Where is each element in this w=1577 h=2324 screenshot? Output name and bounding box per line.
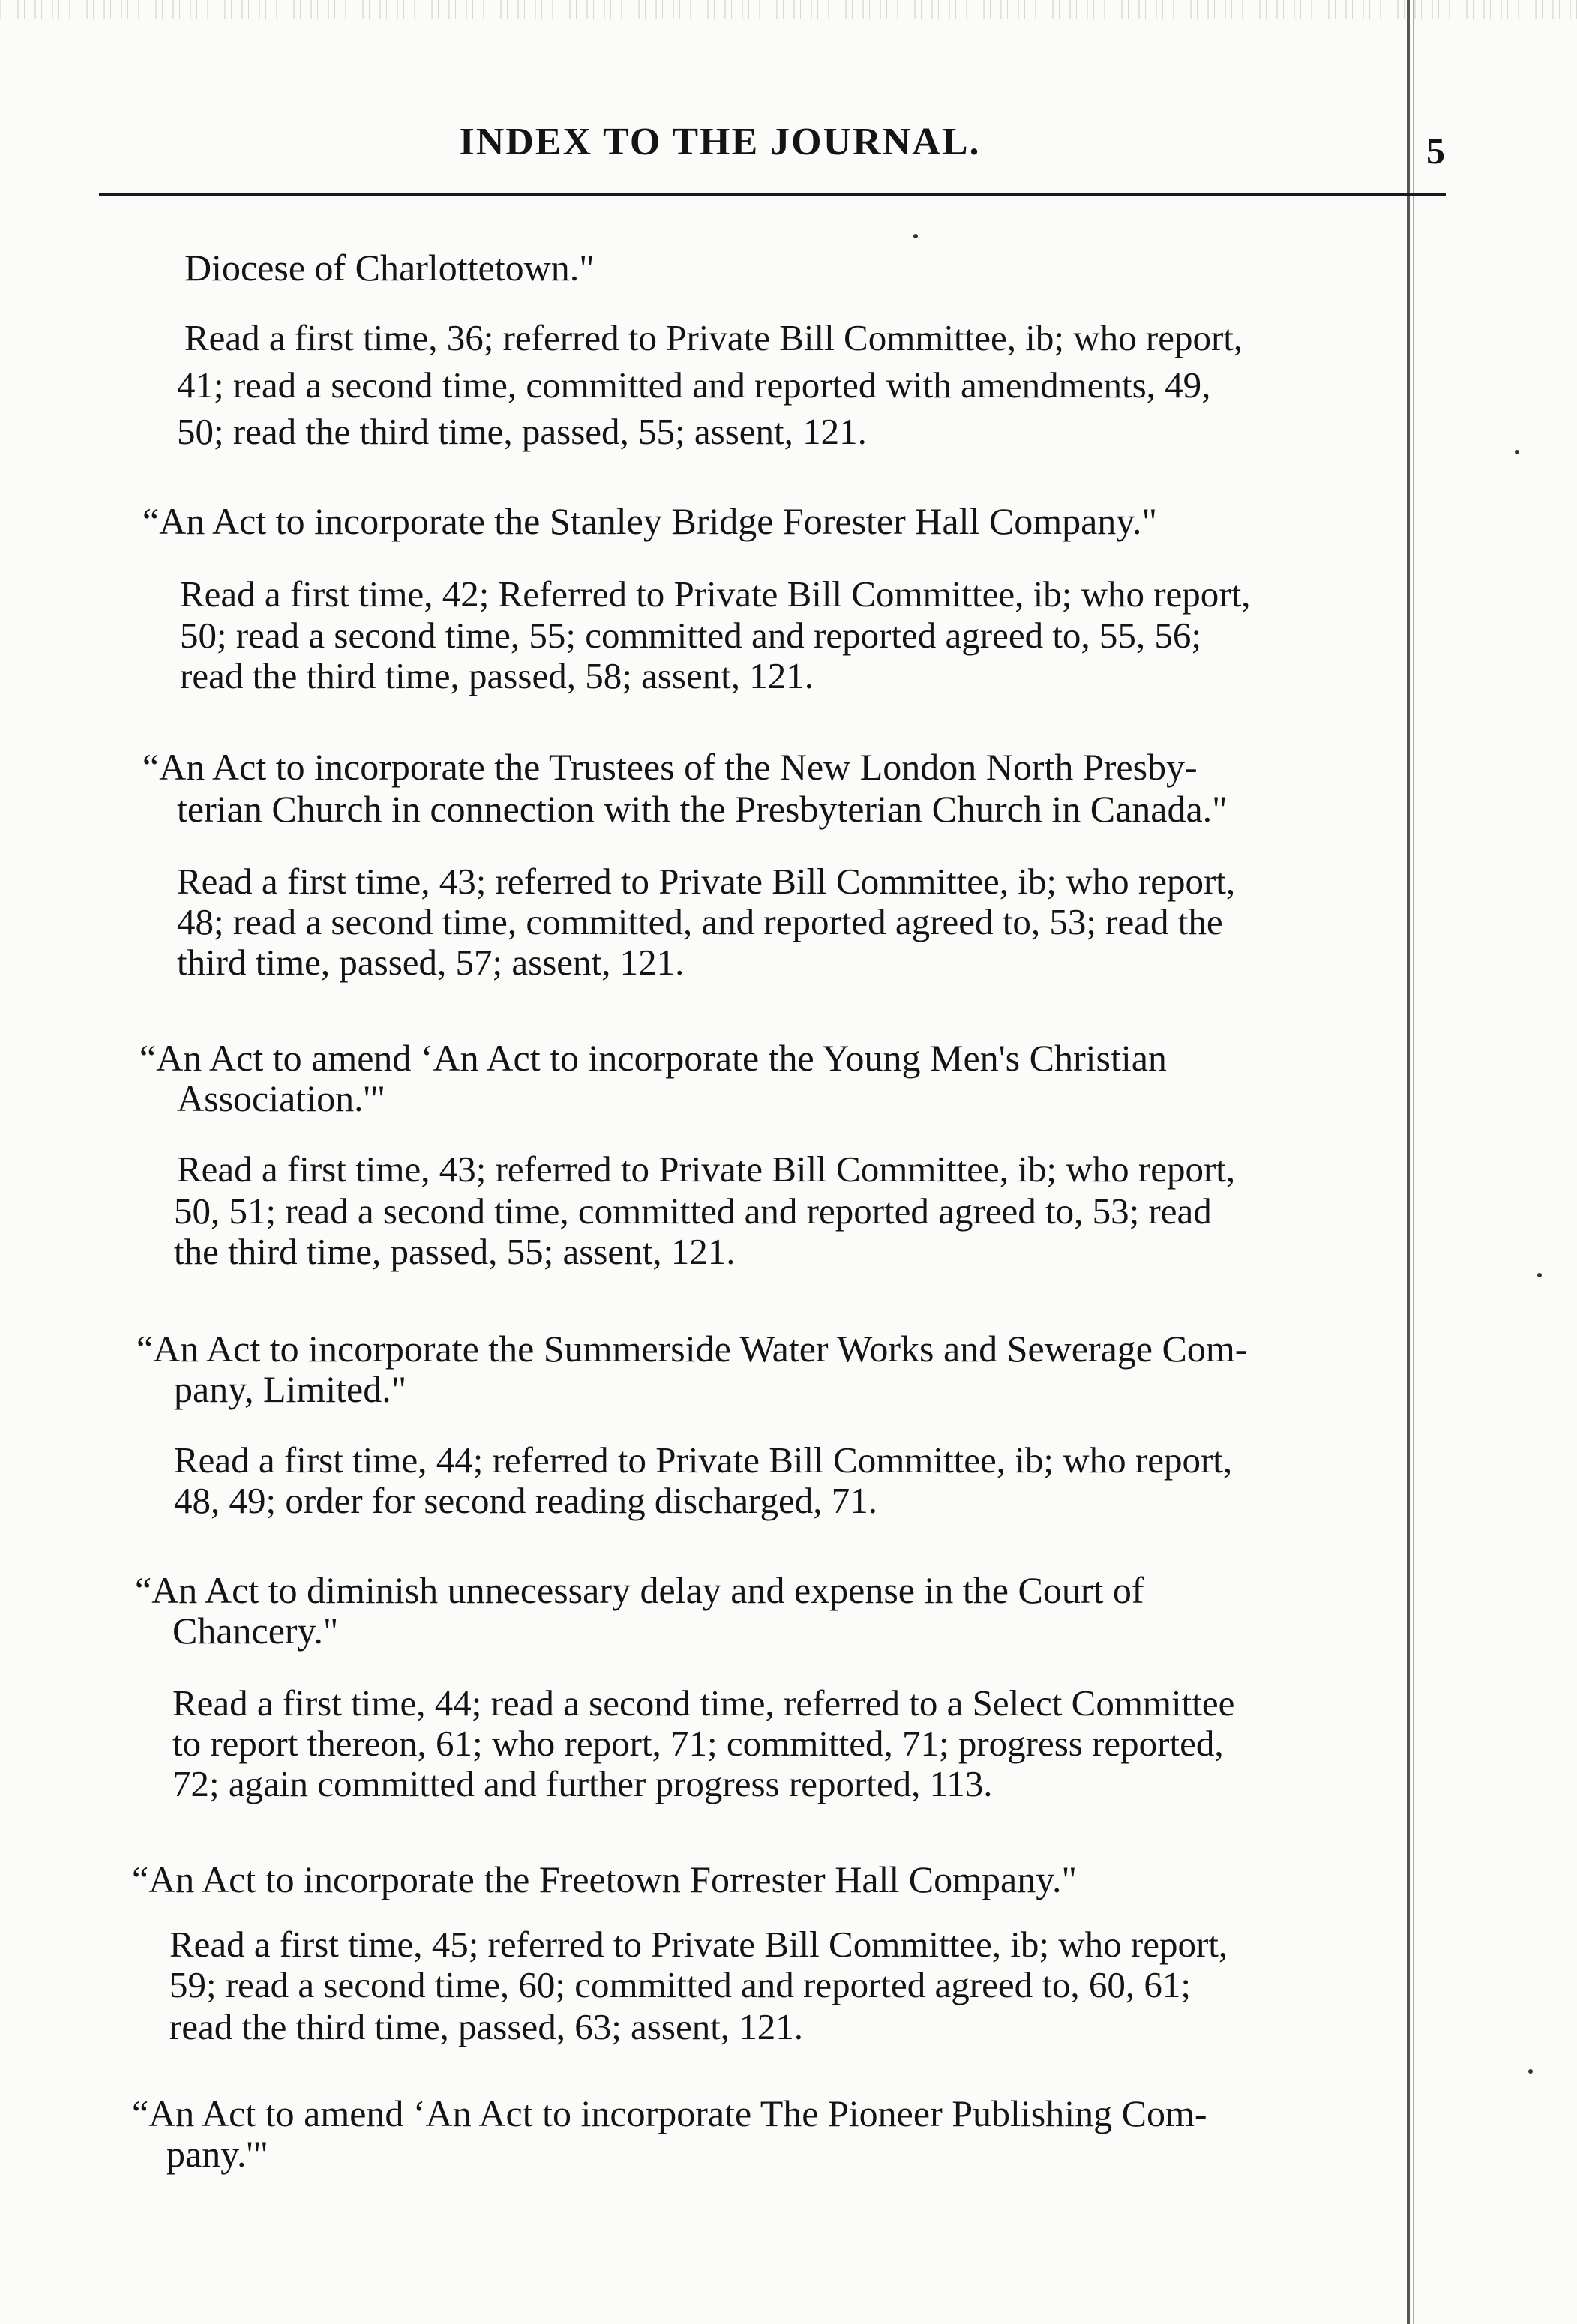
entry-detail-line: 59; read a second time, 60; committed and reported agreed to, 60, 61; (169, 1964, 1192, 2005)
entry-detail-line: read the third time, passed, 63; assent, 121. (169, 2006, 804, 2047)
scan-margin-line (1407, 0, 1410, 2324)
scan-speck (1537, 1273, 1542, 1277)
entry-detail-line: 50, 51; read a second time, committed and reported agreed to, 53; read (174, 1190, 1212, 1232)
scan-speck (1528, 2069, 1533, 2074)
entry-title-line: terian Church in connection with the Presbyterian Church in Canada." (177, 788, 1228, 830)
entry-detail-line: 48, 49; order for second reading discharged, 71. (174, 1480, 877, 1521)
entry-detail-line: Read a first time, 44; read a second time, referred to a Select Committee (172, 1682, 1235, 1724)
entry-title-line: “An Act to amend ‘An Act to incorporate The Pioneer Publishing Com- (132, 2092, 1207, 2134)
entry-detail-line: Read a first time, 44; referred to Private Bill Committee, ib; who report, (174, 1439, 1233, 1481)
entry-detail-line: Read a first time, 43; referred to Private Bill Committee, ib; who report, (177, 1149, 1236, 1190)
entry-title-line: “An Act to incorporate the Freetown Forrester Hall Company." (132, 1858, 1077, 1900)
entry-title-line: pany, Limited." (174, 1368, 407, 1410)
entry-detail-line: 50; read the third time, passed, 55; assent, 121. (177, 411, 867, 452)
entry-detail-line: 50; read a second time, 55; committed and reported agreed to, 55, 56; (180, 615, 1202, 656)
entry-detail-line: Read a first time, 43; referred to Private Bill Committee, ib; who report, (177, 861, 1236, 902)
entry-title-line: “An Act to diminish unnecessary delay and expense in the Court of (135, 1569, 1144, 1611)
entry-detail-line: Read a first time, 42; Referred to Private Bill Committee, ib; who report, (180, 574, 1251, 615)
page-title: INDEX TO THE JOURNAL. (459, 121, 981, 163)
entry-title-line: Diocese of Charlottetown." (184, 247, 595, 289)
entry-detail-line: read the third time, passed, 58; assent, 121. (180, 655, 814, 696)
entry-detail-line: Read a first time, 45; referred to Private Bill Committee, ib; who report, (169, 1924, 1228, 1965)
header-rule (99, 193, 1446, 196)
entry-detail-line: 48; read a second time, committed, and reported agreed to, 53; read the (177, 901, 1223, 942)
entry-detail-line: to report thereon, 61; who report, 71; committed, 71; progress reported, (172, 1723, 1224, 1764)
entry-detail-line: 72; again committed and further progress reported, 113. (172, 1763, 993, 1804)
scan-speck (1515, 450, 1519, 454)
entry-title-line: pany.'" (166, 2133, 268, 2175)
entry-title-line: “An Act to incorporate the Summerside Water Works and Sewerage Com- (136, 1328, 1248, 1370)
entry-detail-line: Read a first time, 36; referred to Private Bill Committee, ib; who report, (184, 317, 1243, 358)
entry-title-line: “An Act to incorporate the Stanley Bridge Forester Hall Company." (142, 500, 1157, 542)
entry-title-line: “An Act to amend ‘An Act to incorporate the Young Men's Christian (139, 1037, 1167, 1079)
scan-margin-line-faint (1413, 0, 1414, 2324)
page-number: 5 (1426, 130, 1445, 172)
scan-edge-noise (0, 0, 1577, 19)
entry-detail-line: third time, passed, 57; assent, 121. (177, 942, 685, 983)
entry-detail-line: the third time, passed, 55; assent, 121. (174, 1231, 736, 1272)
entry-detail-line: 41; read a second time, committed and reported with amendments, 49, (177, 364, 1211, 406)
entry-title-line: Chancery." (172, 1610, 339, 1652)
entry-title-line: Association.'" (177, 1077, 386, 1119)
entry-title-line: “An Act to incorporate the Trustees of the New London North Presby- (142, 746, 1198, 788)
scan-speck (913, 234, 918, 238)
